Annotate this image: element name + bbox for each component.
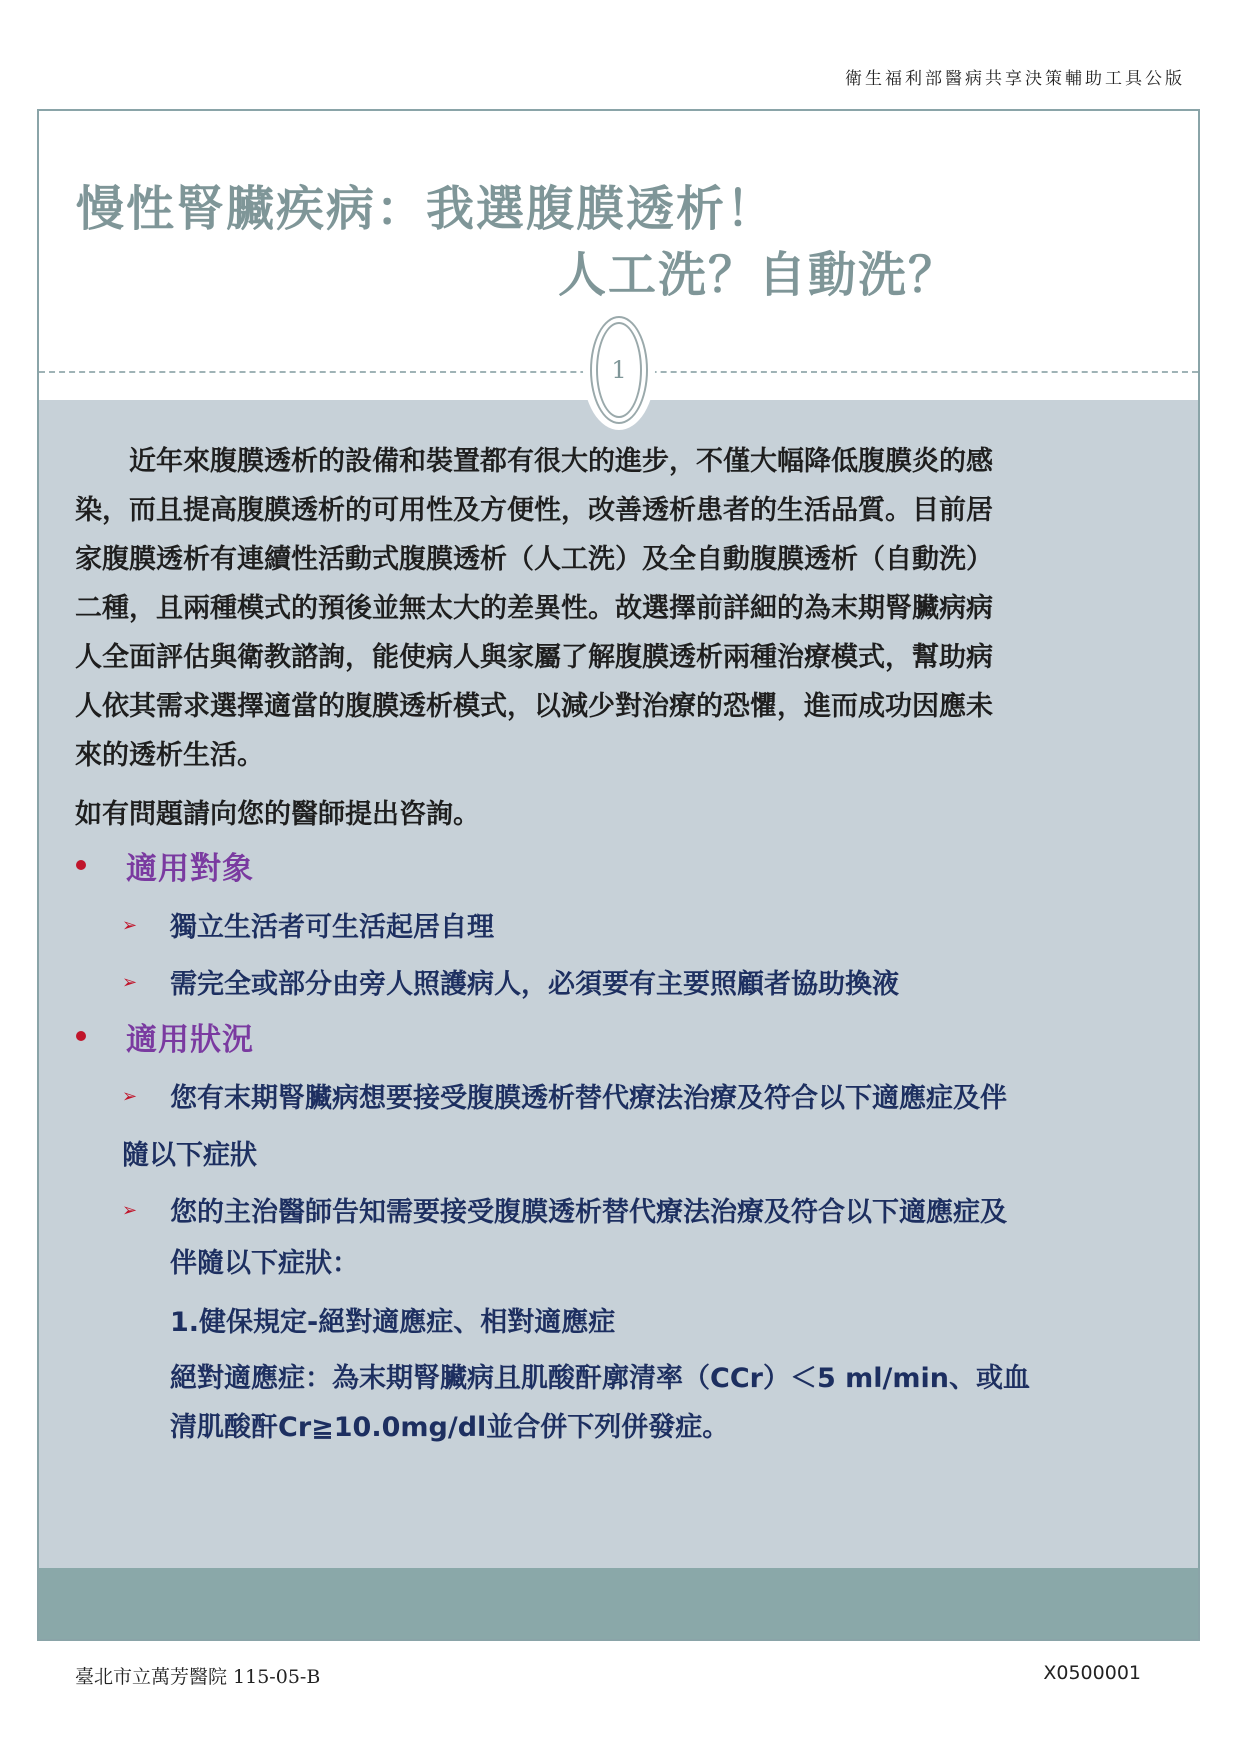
intro-line: 近年來腹膜透析的設備和裝置都有很大的進步，不僅大幅降低腹膜炎的感 — [75, 446, 993, 477]
section-target — [72, 845, 254, 885]
intro-line: 家腹膜透析有連續性活動式腹膜透析（人工洗）及全自動腹膜透析（自動洗） — [75, 544, 993, 575]
footer-band — [39, 1568, 1198, 1639]
intro-line: 人全面評估與衛教諮詢，能使病人與家屬了解腹膜透析兩種治療模式，幫助病 — [75, 642, 993, 673]
rule-text: 清肌酸酐Cr≧10.0mg/dl並合併下列併發症。 — [170, 1412, 730, 1443]
condition-item-line: 您有末期腎臟病想要接受腹膜透析替代療法治療及符合以下適應症及伴 — [170, 1083, 1007, 1114]
page-subtitle: 人工洗？自動洗？ — [558, 247, 959, 303]
footer-hospital: 臺北市立萬芳醫院 115-05-B — [75, 1666, 321, 1688]
intro-line: 人依其需求選擇適當的腹膜透析模式，以減少對治療的恐懼，進而成功因應未 — [75, 691, 993, 722]
arrow-bullet-icon: ➢ — [122, 1200, 138, 1221]
condition-item-line: 隨以下症狀 — [122, 1140, 257, 1171]
page-number: 1 — [596, 322, 642, 418]
organization-header: 衛生福利部醫病共享決策輔助工具公版 — [845, 69, 1185, 89]
section-condition — [72, 1016, 254, 1056]
target-item: 獨立生活者可生活起居自理 — [170, 912, 494, 943]
bullet-dot-icon — [76, 860, 86, 870]
arrow-bullet-icon: ➢ — [122, 915, 138, 936]
footer-code: X0500001 — [1043, 1662, 1141, 1684]
intro-line: 染，而且提高腹膜透析的可用性及方便性，改善透析患者的生活品質。目前居 — [75, 495, 993, 526]
intro-line: 來的透析生活。 — [75, 740, 264, 771]
arrow-bullet-icon: ➢ — [122, 972, 138, 993]
section-heading: 適用狀況 — [126, 1021, 254, 1058]
contact-note — [75, 790, 1135, 839]
contact-text: 如有問題請向您的醫師提出咨詢。 — [75, 799, 480, 830]
intro-line: 二種，且兩種模式的預後並無太大的差異性。故選擇前詳細的為末期腎臟病病 — [75, 593, 993, 624]
condition-item-line: 伴隨以下症狀： — [170, 1248, 359, 1279]
condition-item-line: 您的主治醫師告知需要接受腹膜透析替代療法治療及符合以下適應症及 — [170, 1197, 1007, 1228]
bullet-dot-icon — [76, 1031, 86, 1041]
arrow-bullet-icon: ➢ — [122, 1086, 138, 1107]
page-title: 慢性腎臟疾病：我選腹膜透析！ — [76, 181, 777, 237]
rule-text: 絕對適應症：為末期腎臟病且肌酸酐廓清率（CCr）＜5 ml/min、或血 — [170, 1363, 1030, 1394]
rule-title: 1.健保規定-絕對適應症、相對適應症 — [170, 1307, 616, 1338]
target-item: 需完全或部分由旁人照護病人，必須要有主要照顧者協助換液 — [170, 969, 899, 1000]
section-heading: 適用對象 — [126, 850, 254, 887]
intro-paragraph — [75, 437, 1135, 780]
